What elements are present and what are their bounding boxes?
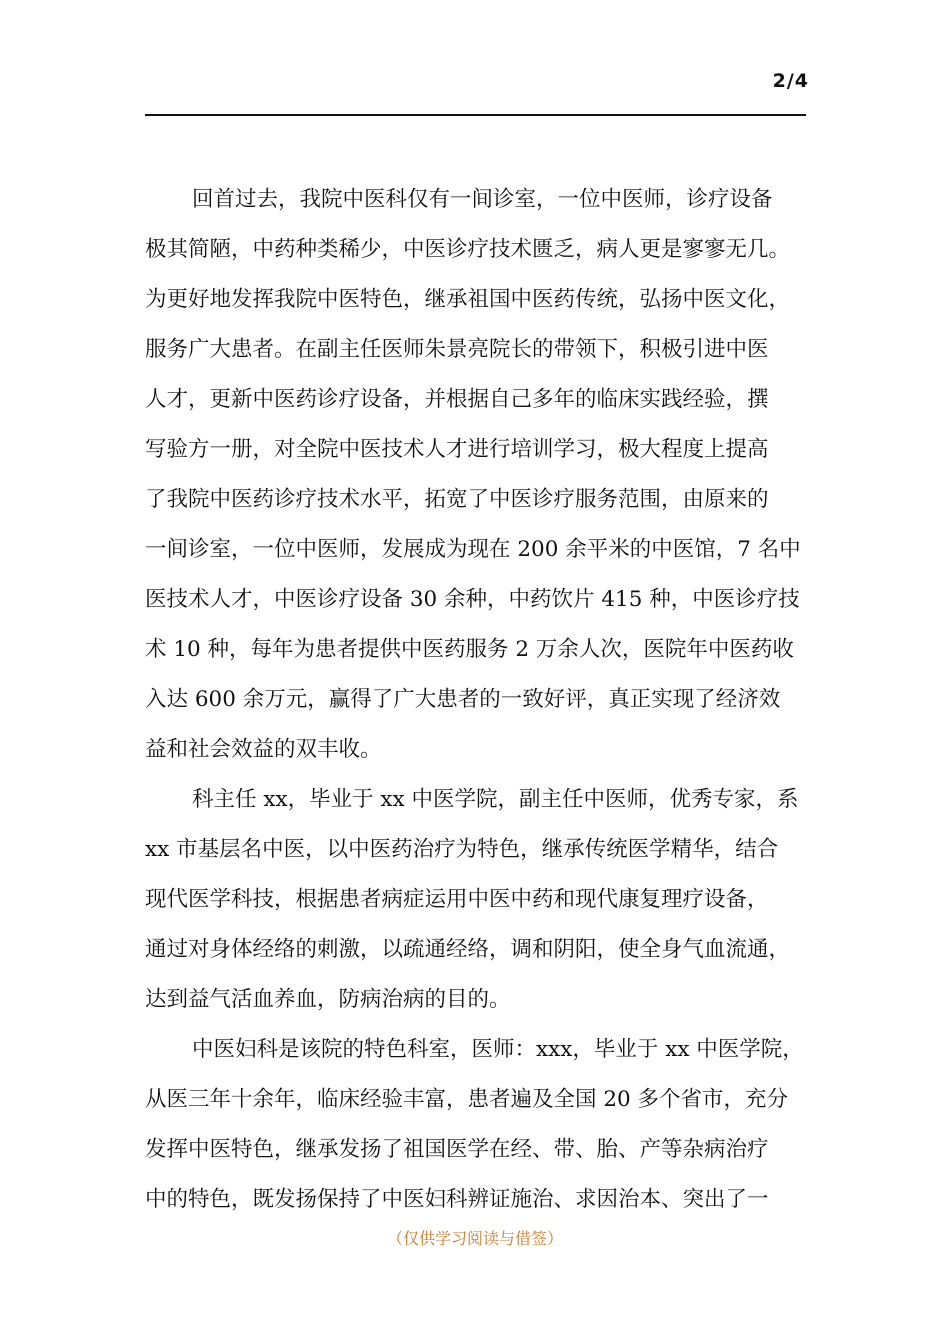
text-line: 医技术人才，中医诊疗设备 30 余种，中药饮片 415 种，中医诊疗技	[145, 587, 800, 612]
document-body	[145, 180, 820, 1230]
text-line: 科主任 xx，毕业于 xx 中医学院，副主任中医师，优秀专家，系	[192, 787, 799, 812]
text-line: xx 市基层名中医，以中医药治疗为特色，继承传统医学精华，结合	[145, 837, 779, 862]
text-line: 现代医学科技，根据患者病症运用中医中药和现代康复理疗设备，	[145, 887, 769, 912]
text-line: 为更好地发挥我院中医特色，继承祖国中医药传统，弘扬中医文化，	[145, 287, 791, 312]
text-line: 益和社会效益的双丰收。	[145, 737, 382, 762]
paragraph	[145, 1030, 820, 1230]
footer-note: （仅供学习阅读与借签）	[386, 1229, 563, 1248]
text-line: 入达 600 余万元，赢得了广大患者的一致好评，真正实现了经济效	[145, 687, 781, 712]
paragraph	[145, 780, 820, 1030]
page-number: 2/4	[772, 70, 809, 92]
text-line: 回首过去，我院中医科仅有一间诊室，一位中医师，诊疗设备	[192, 187, 773, 212]
text-line: 服务广大患者。在副主任医师朱景亮院长的带领下，积极引进中医	[145, 337, 769, 362]
text-line: 写验方一册，对全院中医技术人才进行培训学习，极大程度上提高	[145, 437, 769, 462]
text-line: 达到益气活血养血，防病治病的目的。	[145, 987, 511, 1012]
text-line: 了我院中医药诊疗技术水平，拓宽了中医诊疗服务范围，由原来的	[145, 487, 769, 512]
paragraph	[145, 180, 820, 780]
text-line: 术 10 种，每年为患者提供中医药服务 2 万余人次，医院年中医药收	[145, 637, 794, 662]
text-line: 从医三年十余年，临床经验丰富，患者遍及全国 20 多个省市，充分	[145, 1087, 789, 1112]
text-line: 极其简陋，中药种类稀少，中医诊疗技术匮乏，病人更是寥寥无几。	[145, 237, 791, 262]
text-line: 人才，更新中医药诊疗设备，并根据自己多年的临床实践经验，撰	[145, 387, 769, 412]
text-line: 发挥中医特色，继承发扬了祖国医学在经、带、胎、产等杂病治疗	[145, 1137, 769, 1162]
text-line: 中的特色，既发扬保持了中医妇科辨证施治、求因治本、突出了一	[145, 1187, 769, 1212]
header-divider	[145, 114, 806, 116]
text-line: 一间诊室，一位中医师，发展成为现在 200 余平米的中医馆，7 名中	[145, 537, 801, 562]
text-line: 中医妇科是该院的特色科室，医师：xxx，毕业于 xx 中医学院，	[192, 1037, 804, 1062]
text-line: 通过对身体经络的刺激，以疏通经络，调和阴阳，使全身气血流通，	[145, 937, 791, 962]
